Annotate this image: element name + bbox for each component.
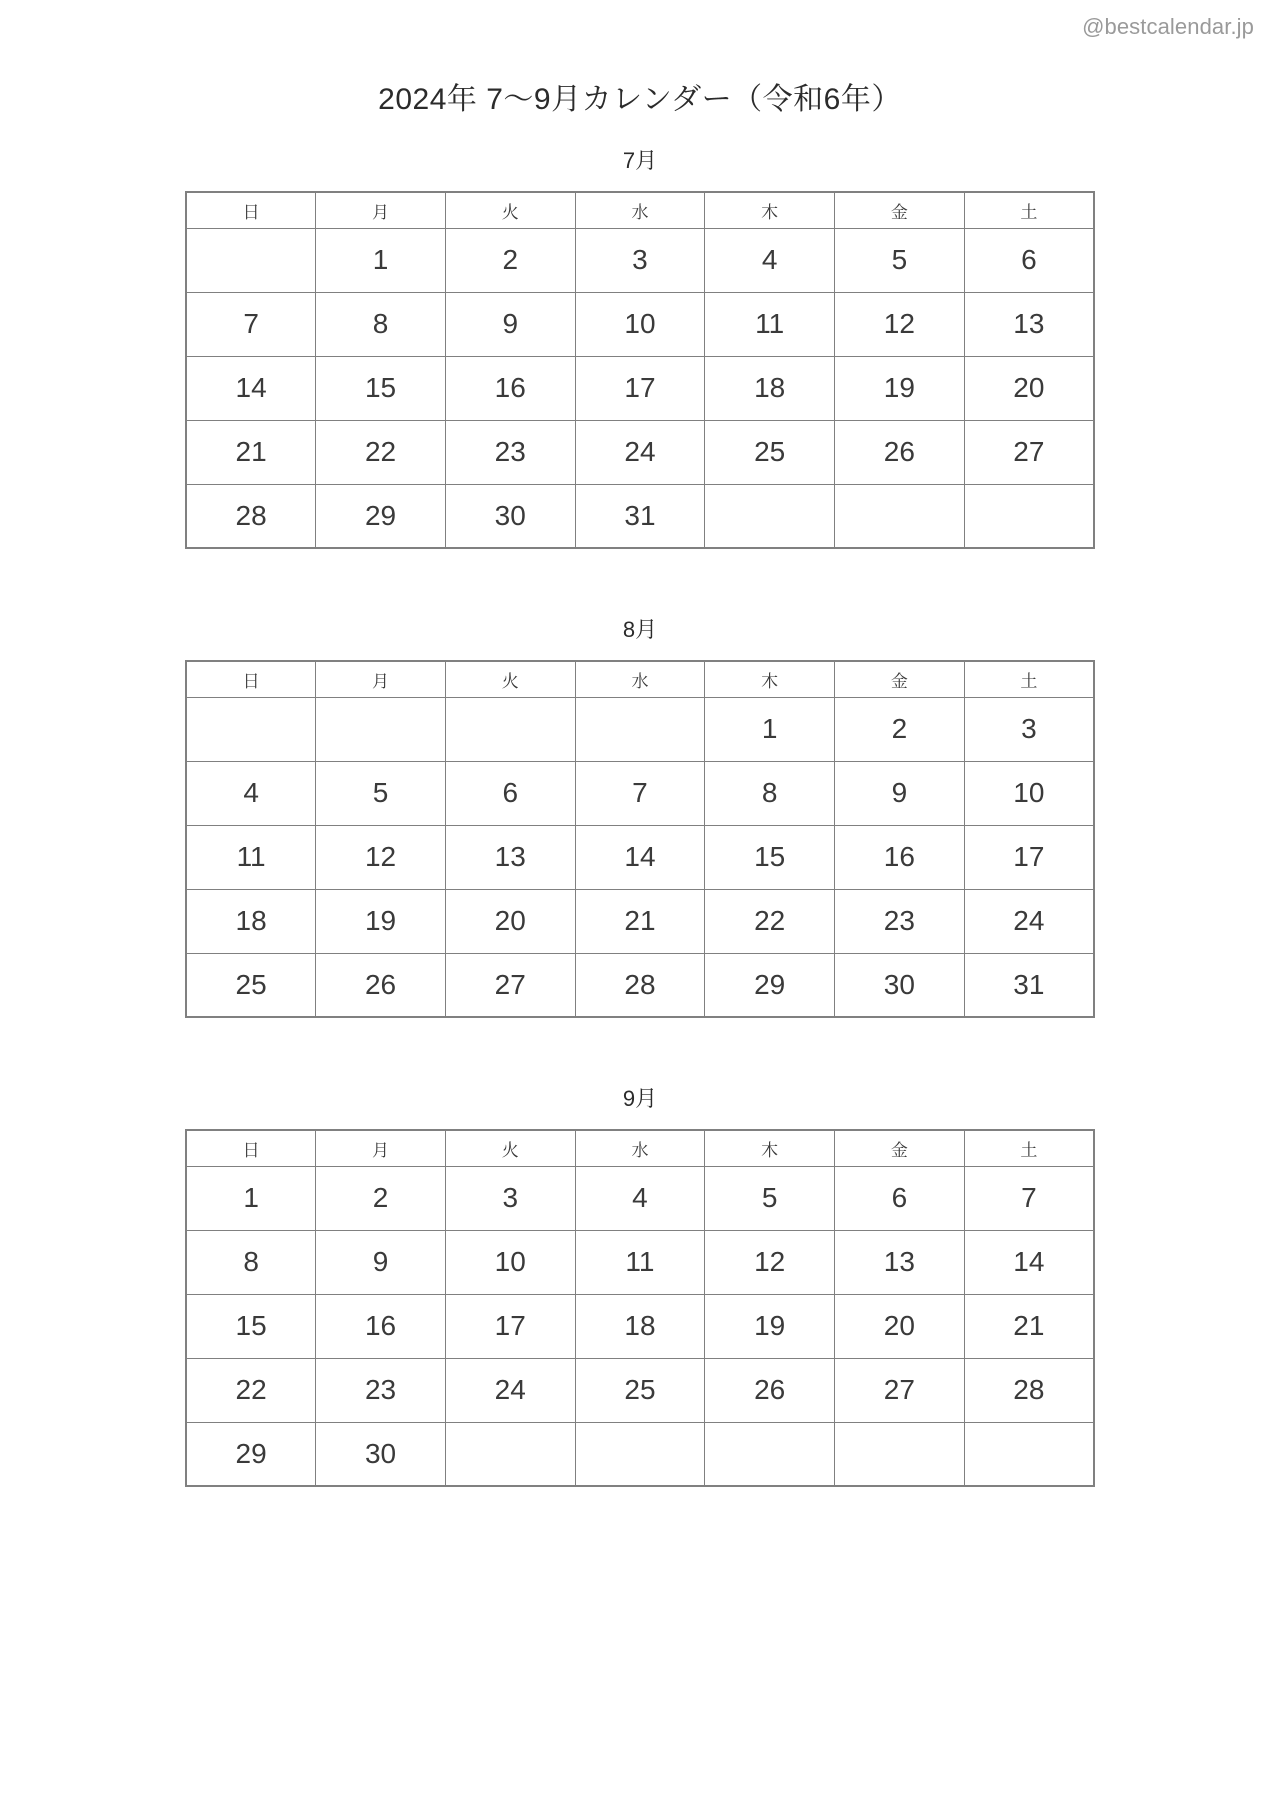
day-cell[interactable]: 12: [835, 292, 965, 356]
day-cell[interactable]: 15: [186, 1294, 316, 1358]
day-cell[interactable]: 9: [445, 292, 575, 356]
day-cell[interactable]: 25: [705, 420, 835, 484]
day-cell[interactable]: 27: [964, 420, 1094, 484]
month-list: [0, 144, 1280, 1487]
day-cell[interactable]: 6: [835, 1166, 965, 1230]
weekday-header-sat: 土: [964, 192, 1094, 228]
day-cell[interactable]: 10: [964, 761, 1094, 825]
day-cell[interactable]: 26: [316, 953, 446, 1017]
month-label: 8月: [622, 617, 658, 642]
day-cell[interactable]: 23: [445, 420, 575, 484]
day-cell[interactable]: 8: [705, 761, 835, 825]
weekday-header-weekday: 木: [705, 661, 835, 697]
week-row: [186, 228, 1094, 292]
empty-day-cell: [835, 484, 965, 548]
day-cell[interactable]: 5: [316, 761, 446, 825]
day-cell[interactable]: 8: [316, 292, 446, 356]
weekday-header-weekday: 月: [316, 1130, 446, 1166]
day-cell[interactable]: 14: [964, 1230, 1094, 1294]
day-cell[interactable]: 3: [575, 228, 705, 292]
day-cell[interactable]: 20: [445, 889, 575, 953]
week-row: [186, 889, 1094, 953]
day-cell[interactable]: 2: [316, 1166, 446, 1230]
day-cell[interactable]: 28: [964, 1358, 1094, 1422]
day-cell[interactable]: 18: [705, 356, 835, 420]
day-cell[interactable]: 27: [445, 953, 575, 1017]
day-cell[interactable]: 25: [186, 953, 316, 1017]
day-cell[interactable]: 22: [705, 889, 835, 953]
day-cell[interactable]: 18: [575, 1294, 705, 1358]
day-cell[interactable]: 13: [835, 1230, 965, 1294]
day-cell[interactable]: 4: [705, 228, 835, 292]
week-row: [186, 420, 1094, 484]
day-cell[interactable]: 23: [316, 1358, 446, 1422]
day-cell[interactable]: 13: [445, 825, 575, 889]
day-cell[interactable]: 11: [575, 1230, 705, 1294]
day-cell[interactable]: 8: [186, 1230, 316, 1294]
day-cell[interactable]: 5: [705, 1166, 835, 1230]
day-cell[interactable]: 15: [705, 825, 835, 889]
day-cell[interactable]: 26: [835, 420, 965, 484]
day-cell[interactable]: 16: [316, 1294, 446, 1358]
day-cell[interactable]: 20: [835, 1294, 965, 1358]
day-cell[interactable]: 24: [964, 889, 1094, 953]
day-cell[interactable]: 24: [445, 1358, 575, 1422]
weekday-header-weekday: 火: [445, 661, 575, 697]
day-cell[interactable]: 16: [835, 825, 965, 889]
week-row: [186, 356, 1094, 420]
day-cell[interactable]: 29: [186, 1422, 316, 1486]
day-cell[interactable]: 1: [705, 697, 835, 761]
weekday-header-sat: 土: [964, 1130, 1094, 1166]
weekday-header-weekday: 水: [575, 192, 705, 228]
weekday-header-weekday: 木: [705, 192, 835, 228]
page-title: 2024年 7〜9月カレンダー（令和6年）: [378, 83, 902, 116]
day-cell[interactable]: 21: [575, 889, 705, 953]
week-row: [186, 825, 1094, 889]
weekday-header-weekday: 水: [575, 1130, 705, 1166]
day-cell[interactable]: 7: [186, 292, 316, 356]
day-cell[interactable]: 26: [705, 1358, 835, 1422]
day-cell[interactable]: 22: [316, 420, 446, 484]
weekday-header-weekday: 金: [835, 192, 965, 228]
day-cell[interactable]: 6: [964, 228, 1094, 292]
day-cell[interactable]: 16: [445, 356, 575, 420]
day-cell[interactable]: 29: [705, 953, 835, 1017]
empty-day-cell: [705, 1422, 835, 1486]
day-cell[interactable]: 6: [445, 761, 575, 825]
day-cell[interactable]: 3: [964, 697, 1094, 761]
day-cell[interactable]: 20: [964, 356, 1094, 420]
month-block: [185, 613, 1095, 1018]
empty-day-cell: [316, 697, 446, 761]
weekday-header-sun: 日: [186, 661, 316, 697]
month-label: 9月: [622, 1086, 658, 1111]
week-row: [186, 697, 1094, 761]
weekday-header-sat: 土: [964, 661, 1094, 697]
day-cell[interactable]: 30: [835, 953, 965, 1017]
day-cell[interactable]: 9: [835, 761, 965, 825]
week-row: [186, 1166, 1094, 1230]
weekday-header-weekday: 水: [575, 661, 705, 697]
weekday-header-sun: 日: [186, 1130, 316, 1166]
weekday-header-weekday: 金: [835, 1130, 965, 1166]
empty-day-cell: [186, 697, 316, 761]
empty-day-cell: [575, 1422, 705, 1486]
day-cell[interactable]: 13: [964, 292, 1094, 356]
day-cell[interactable]: 2: [445, 228, 575, 292]
day-cell[interactable]: 14: [575, 825, 705, 889]
day-cell[interactable]: 19: [705, 1294, 835, 1358]
weekday-header-row: [186, 1130, 1094, 1166]
day-cell[interactable]: 17: [445, 1294, 575, 1358]
empty-day-cell: [964, 484, 1094, 548]
week-row: [186, 953, 1094, 1017]
day-cell[interactable]: 12: [705, 1230, 835, 1294]
week-row: [186, 761, 1094, 825]
day-cell[interactable]: 19: [835, 356, 965, 420]
day-cell[interactable]: 31: [575, 484, 705, 548]
empty-day-cell: [964, 1422, 1094, 1486]
day-cell[interactable]: 28: [186, 484, 316, 548]
day-cell[interactable]: 3: [445, 1166, 575, 1230]
calendar-table: [185, 1129, 1095, 1487]
day-cell[interactable]: 11: [186, 825, 316, 889]
calendar-table: [185, 191, 1095, 549]
day-cell[interactable]: 17: [575, 356, 705, 420]
empty-day-cell: [705, 484, 835, 548]
day-cell[interactable]: 1: [316, 228, 446, 292]
day-cell[interactable]: 2: [835, 697, 965, 761]
day-cell[interactable]: 4: [186, 761, 316, 825]
day-cell[interactable]: 22: [186, 1358, 316, 1422]
empty-day-cell: [445, 1422, 575, 1486]
weekday-header-sun: 日: [186, 192, 316, 228]
weekday-header-weekday: 火: [445, 192, 575, 228]
weekday-header-row: [186, 192, 1094, 228]
day-cell[interactable]: 4: [575, 1166, 705, 1230]
day-cell[interactable]: 30: [316, 1422, 446, 1486]
day-cell[interactable]: 17: [964, 825, 1094, 889]
day-cell[interactable]: 19: [316, 889, 446, 953]
day-cell[interactable]: 12: [316, 825, 446, 889]
day-cell[interactable]: 1: [186, 1166, 316, 1230]
month-label: 7月: [622, 148, 658, 173]
weekday-header-weekday: 木: [705, 1130, 835, 1166]
site-watermark: @bestcalendar.jp: [1082, 14, 1254, 39]
week-row: [186, 1230, 1094, 1294]
empty-day-cell: [835, 1422, 965, 1486]
day-cell[interactable]: 5: [835, 228, 965, 292]
day-cell[interactable]: 18: [186, 889, 316, 953]
week-row: [186, 1294, 1094, 1358]
day-cell[interactable]: 11: [705, 292, 835, 356]
day-cell[interactable]: 7: [964, 1166, 1094, 1230]
day-cell[interactable]: 7: [575, 761, 705, 825]
month-block: [185, 144, 1095, 549]
month-block: [185, 1082, 1095, 1487]
empty-day-cell: [445, 697, 575, 761]
empty-day-cell: [575, 697, 705, 761]
weekday-header-row: [186, 661, 1094, 697]
weekday-header-weekday: 月: [316, 661, 446, 697]
calendar-table: [185, 660, 1095, 1018]
weekday-header-weekday: 金: [835, 661, 965, 697]
day-cell[interactable]: 24: [575, 420, 705, 484]
day-cell[interactable]: 30: [445, 484, 575, 548]
week-row: [186, 1358, 1094, 1422]
day-cell[interactable]: 9: [316, 1230, 446, 1294]
week-row: [186, 484, 1094, 548]
weekday-header-weekday: 火: [445, 1130, 575, 1166]
day-cell[interactable]: 15: [316, 356, 446, 420]
day-cell[interactable]: 25: [575, 1358, 705, 1422]
day-cell[interactable]: 28: [575, 953, 705, 1017]
day-cell[interactable]: 21: [964, 1294, 1094, 1358]
day-cell[interactable]: 29: [316, 484, 446, 548]
week-row: [186, 292, 1094, 356]
day-cell[interactable]: 23: [835, 889, 965, 953]
day-cell[interactable]: 31: [964, 953, 1094, 1017]
day-cell[interactable]: 21: [186, 420, 316, 484]
week-row: [186, 1422, 1094, 1486]
day-cell[interactable]: 14: [186, 356, 316, 420]
day-cell[interactable]: 10: [445, 1230, 575, 1294]
empty-day-cell: [186, 228, 316, 292]
weekday-header-weekday: 月: [316, 192, 446, 228]
day-cell[interactable]: 27: [835, 1358, 965, 1422]
day-cell[interactable]: 10: [575, 292, 705, 356]
